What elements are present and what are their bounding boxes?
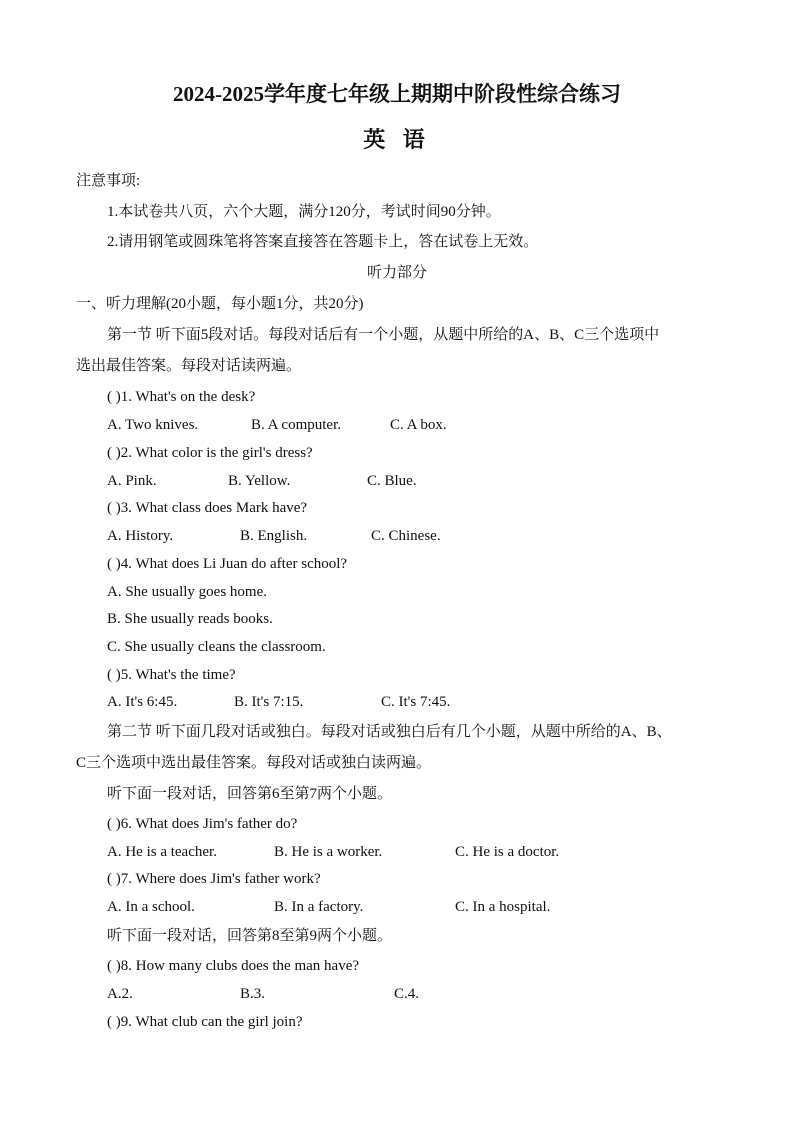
subject-title: 英 语 [363, 127, 431, 152]
question-stem: ( )2. What color is the girl's dress? [107, 445, 313, 461]
option-b: B. In a factory. [274, 899, 364, 915]
option-a: A. Pink. [107, 473, 157, 489]
instruction-line: 第一节 听下面5段对话。每段对话后有一个小题，从题中所给的A、B、C三个选项中 [107, 327, 660, 343]
option-b: B. Yellow. [228, 473, 291, 489]
question-stem: ( )4. What does Li Juan do after school? [107, 556, 348, 572]
option-b: B. English. [240, 528, 308, 544]
section-heading: 一、听力理解(20小题，每小题1分，共20分) [76, 296, 364, 312]
option-b: B.3. [240, 986, 266, 1002]
group-intro: 听下面一段对话，回答第8至第9两个小题。 [107, 928, 393, 944]
instruction-line: C三个选项中选出最佳答案。每段对话或独白读两遍。 [76, 755, 432, 771]
note-item: 1.本试卷共八页，六个大题，满分120分，考试时间90分钟。 [107, 204, 501, 220]
option-a: A. History. [107, 528, 174, 544]
option-a: A. She usually goes home. [107, 584, 267, 600]
option-a: A.2. [107, 986, 133, 1002]
question-stem: ( )6. What does Jim's father do? [107, 816, 298, 832]
question-stem: ( )3. What class does Mark have? [107, 500, 308, 516]
option-b: B. She usually reads books. [107, 611, 273, 627]
option-c: C. A box. [390, 417, 447, 433]
question-stem: ( )5. What's the time? [107, 667, 236, 683]
option-b: B. A computer. [251, 417, 341, 433]
instruction-line: 第二节 听下面几段对话或独白。每段对话或独白后有几个小题，从题中所给的A、B、 [107, 724, 672, 740]
group-intro: 听下面一段对话，回答第6至第7两个小题。 [107, 786, 393, 802]
option-a: A. In a school. [107, 899, 195, 915]
option-b: B. He is a worker. [274, 844, 383, 860]
option-c: C. Chinese. [371, 528, 441, 544]
note-item: 2.请用钢笔或圆珠笔将答案直接答在答题卡上，答在试卷上无效。 [107, 234, 539, 250]
option-a: A. Two knives. [107, 417, 199, 433]
option-b: B. It's 7:15. [234, 694, 304, 710]
option-c: C. He is a doctor. [455, 844, 560, 860]
option-c: C. In a hospital. [455, 899, 551, 915]
option-a: A. He is a teacher. [107, 844, 217, 860]
question-stem: ( )8. How many clubs does the man have? [107, 958, 360, 974]
option-c: C. It's 7:45. [381, 694, 451, 710]
option-a: A. It's 6:45. [107, 694, 178, 710]
question-stem: ( )1. What's on the desk? [107, 389, 256, 405]
question-stem: ( )9. What club can the girl join? [107, 1014, 303, 1030]
option-c: C. Blue. [367, 473, 417, 489]
instruction-line: 选出最佳答案。每段对话读两遍。 [76, 358, 302, 374]
option-c: C. She usually cleans the classroom. [107, 639, 326, 655]
exam-title: 2024-2025学年度七年级上期期中阶段性综合练习 [173, 82, 621, 106]
part-title: 听力部分 [366, 265, 427, 281]
notes-heading: 注意事项: [76, 173, 141, 189]
question-stem: ( )7. Where does Jim's father work? [107, 871, 321, 887]
option-c: C.4. [394, 986, 420, 1002]
